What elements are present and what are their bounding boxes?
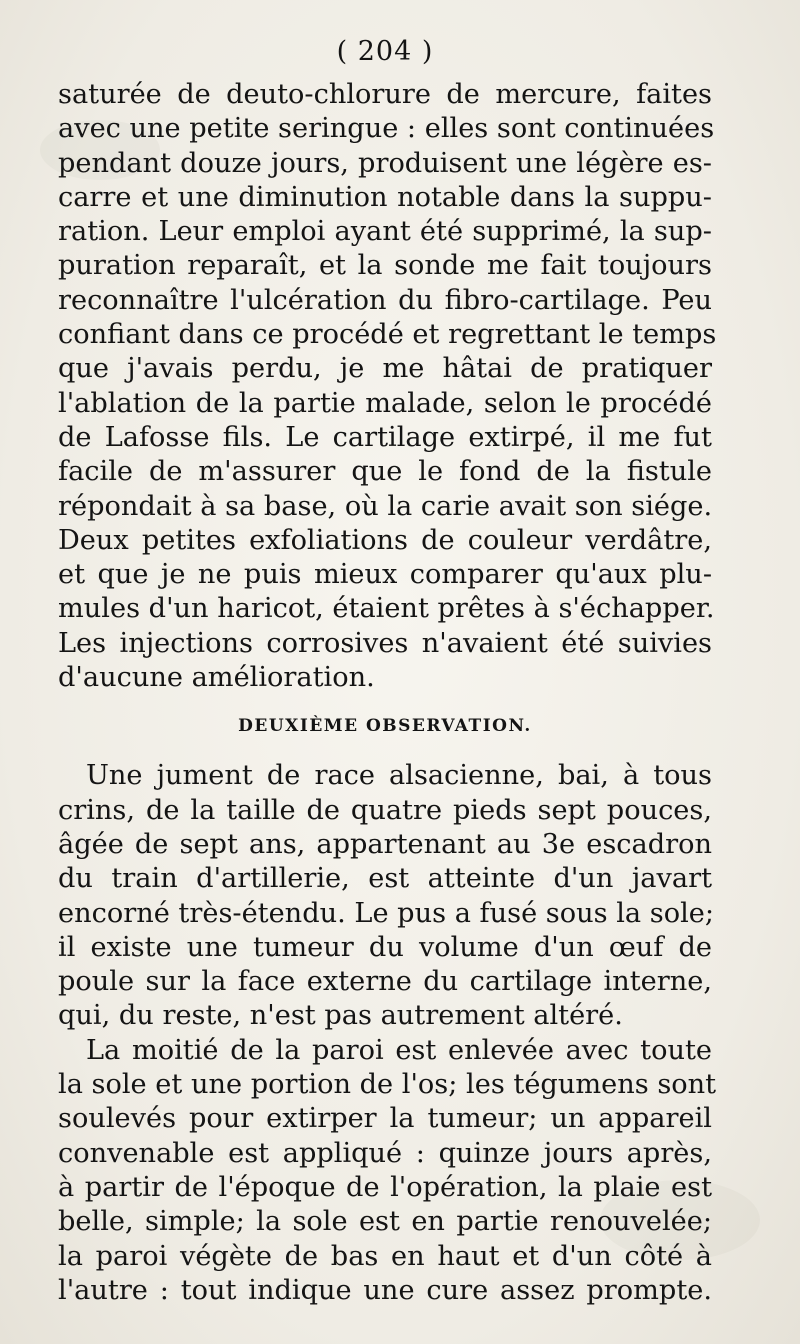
text-line: avec une petite seringue : elles sont continuées xyxy=(58,113,715,145)
page-number: ( 204 ) xyxy=(336,36,434,67)
text-line: La moitié de la paroi est enlevée avec toute xyxy=(86,1034,712,1066)
text-line: Une jument de race alsacienne, bai, à tous xyxy=(86,760,712,792)
text-line: répondait à sa base, où la carie avait son siége. xyxy=(58,490,713,522)
text-line: convenable est appliqué : quinze jours après, xyxy=(58,1137,712,1169)
text-line: Les injections corrosives n'avaient été suivies xyxy=(58,627,712,659)
text-line: d'aucune amélioration. xyxy=(58,662,375,694)
text-line: et que je ne puis mieux comparer qu'aux plu- xyxy=(58,559,712,591)
text-line: âgée de sept ans, appartenant au 3e escadron xyxy=(58,828,712,860)
text-line: qui, du reste, n'est pas autrement altéré. xyxy=(58,1000,623,1032)
text-line: à partir de l'époque de l'opération, la plaie est xyxy=(58,1171,712,1203)
text-line: l'autre : tout indique une cure assez prompte. xyxy=(58,1274,712,1306)
text-line: soulevés pour extirper la tumeur; un appareil xyxy=(58,1103,712,1135)
text-line: saturée de deuto-chlorure de mercure, faites xyxy=(58,79,712,110)
body-text xyxy=(58,78,717,1308)
text-line: que j'avais perdu, je me hâtai de pratiquer xyxy=(58,353,712,385)
text-line: l'ablation de la partie malade, selon le procédé xyxy=(58,387,712,419)
text-line: reconnaître l'ulcération du fibro-cartilage. Peu xyxy=(58,284,712,316)
text-line: du train d'artillerie, est atteinte d'un javart xyxy=(58,863,712,895)
section-heading: DEUXIÈME OBSERVATION. xyxy=(238,716,532,737)
paragraph-2 xyxy=(58,759,715,1033)
text-line: Deux petites exfoliations de couleur verdâtre, xyxy=(58,524,712,556)
text-line: il existe une tumeur du volume d'un œuf de xyxy=(58,931,712,963)
text-line: encorné très-étendu. Le pus a fusé sous la sole; xyxy=(58,897,715,929)
text-line: poule sur la face externe du cartilage interne, xyxy=(58,966,712,998)
text-line: de Lafosse fils. Le cartilage extirpé, il me fut xyxy=(58,421,712,453)
paragraph-1 xyxy=(58,78,717,695)
text-line: carre et une diminution notable dans la suppu- xyxy=(58,181,712,213)
text-line: puration reparaît, et la sonde me fait toujours xyxy=(58,250,712,282)
text-line: mules d'un haricot, étaient prêtes à s'échapper. xyxy=(58,593,715,625)
text-line: belle, simple; la sole est en partie renouvelée; xyxy=(58,1206,712,1238)
text-line: pendant douze jours, produisent une légère es- xyxy=(58,147,712,179)
text-line: confiant dans ce procédé et regrettant le temps xyxy=(58,319,717,351)
text-line: crins, de la taille de quatre pieds sept pouces, xyxy=(58,794,712,826)
text-line: ration. Leur emploi ayant été supprimé, la sup- xyxy=(58,216,712,248)
text-line: la paroi végète de bas en haut et d'un côté à xyxy=(58,1240,712,1272)
text-line: facile de m'assurer que le fond de la fistule xyxy=(58,456,712,488)
text-line: la sole et une portion de l'os; les tégumens sont xyxy=(58,1069,717,1101)
paragraph-3 xyxy=(58,1034,717,1308)
